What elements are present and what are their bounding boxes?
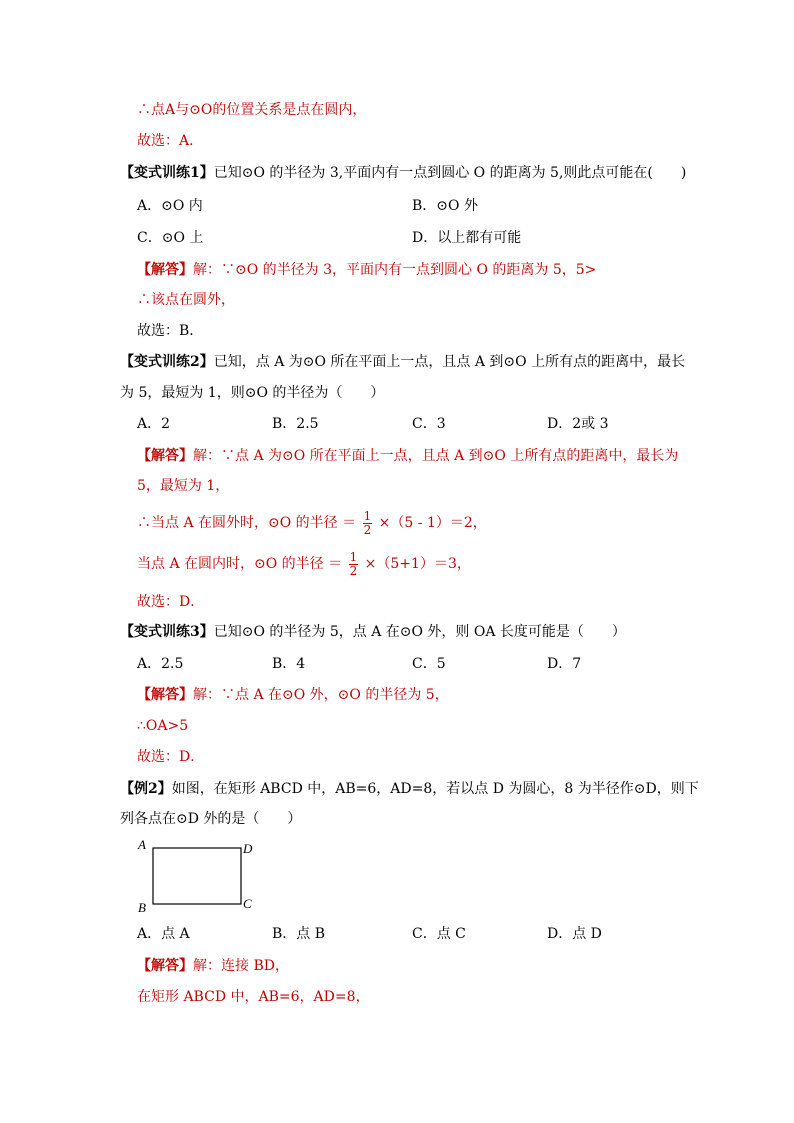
variant-2-solution-tag: 【解答】 xyxy=(137,448,193,464)
variant-2-text1: 已知，点 A 为⊙O 所在平面上一点，且点 A 到⊙O 上所有点的距离中，最长 xyxy=(213,354,686,370)
variant-3-option-c: C．5 xyxy=(412,656,446,672)
variant-2-option-a: A．2 xyxy=(137,416,171,432)
variant-2-solution-3b: ×（5 - 1）＝2， xyxy=(378,515,487,531)
example-2-solution-line1 xyxy=(137,956,289,976)
variant-2-question-line2: 为 5，最短为 1，则⊙O 的半径为（ ） xyxy=(120,385,385,401)
variant-1-solution-tag: 【解答】 xyxy=(137,262,193,278)
variant-1-answer xyxy=(137,321,203,341)
variant-3-question xyxy=(120,622,626,642)
example-2-option-a: A．点 A xyxy=(137,926,190,942)
example-2-solution-text1: 解：连接 BD， xyxy=(193,958,289,974)
prev-solution-line: ∴点A与⊙O的位置关系是点在圆内， xyxy=(137,102,367,118)
variant-3-text: 已知⊙O 的半径为 5，点 A 在⊙O 外，则 OA 长度可能是（ ） xyxy=(213,624,626,640)
variant-3-solution-line2: ∴OA>5 xyxy=(137,718,189,734)
variant-3-solution-line1 xyxy=(137,685,449,705)
variant-1-question xyxy=(120,163,686,183)
variant-2-option-d: D．2或 3 xyxy=(547,416,609,432)
variant-3-option-b: B．4 xyxy=(272,656,306,672)
fraction-numerator: 1 xyxy=(363,508,372,523)
fraction-numerator-2: 1 xyxy=(349,549,358,564)
variant-2-solution-3a: ∴当点 A 在圆外时，⊙O 的半径 ＝ xyxy=(137,515,357,531)
variant-1-option-b: B．⊙O 外 xyxy=(412,198,478,214)
fraction-denominator: 2 xyxy=(363,522,372,537)
figure-label-b: B xyxy=(138,900,146,915)
variant-1-solution-line1: 解：∵⊙O 的半径为 3，平面内有一点到圆心 O 的距离为 5，5> xyxy=(193,262,597,278)
variant-2-solution-line3 xyxy=(137,508,487,538)
variant-3-solution-tag: 【解答】 xyxy=(137,687,193,703)
example-2-option-c: C．点 C xyxy=(412,926,466,942)
rectangle-abcd xyxy=(153,848,241,904)
variant-2-solution-4b: ×（5+1）＝3， xyxy=(364,556,471,572)
variant-2-option-c: C．3 xyxy=(412,416,446,432)
variant-1-solution xyxy=(137,260,596,280)
variant-3-answer: 故选：D． xyxy=(137,749,205,765)
example-2-question-line2: 列各点在⊙D 外的是（ ） xyxy=(120,811,302,827)
fraction-half xyxy=(363,510,373,537)
example-2-tag: 【例2】 xyxy=(120,781,172,797)
example-2-option-b: B．点 B xyxy=(272,926,326,942)
variant-2-solution-text1: 解：∵点 A 为⊙O 所在平面上一点，且点 A 到⊙O 上所有点的距离中，最长为 xyxy=(193,448,679,464)
variant-2-option-b: B．2.5 xyxy=(272,416,319,432)
variant-2-solution-line1 xyxy=(137,446,678,466)
example-2-question-line1 xyxy=(120,779,699,799)
example-2-text1: 如图，在矩形 ABCD 中，AB=6，AD=8，若以点 D 为圆心，8 为半径作⊙D，则下 xyxy=(171,781,699,797)
figure-label-c: C xyxy=(243,896,252,911)
variant-2-solution-line4 xyxy=(137,549,471,579)
example-2-option-d: D．点 D xyxy=(547,926,602,942)
variant-1-tag: 【变式训练1】 xyxy=(120,165,214,181)
variant-3-option-d: D．7 xyxy=(547,656,582,672)
variant-2-tag: 【变式训练2】 xyxy=(120,354,214,370)
variant-3-tag: 【变式训练3】 xyxy=(120,624,214,640)
variant-1-option-c: C．⊙O 上 xyxy=(137,230,204,246)
variant-1-option-a: A．⊙O 内 xyxy=(137,198,203,214)
rectangle-figure xyxy=(130,836,260,918)
variant-2-solution-4a: 当点 A 在圆内时，⊙O 的半径 ＝ xyxy=(137,556,343,572)
variant-2-solution-line2: 5，最短为 1， xyxy=(137,478,230,494)
variant-1-text: 已知⊙O 的半径为 3,平面内有一点到圆心 O 的距离为 5,则此点可能在( ) xyxy=(213,165,687,181)
variant-2-answer: 故选：D． xyxy=(137,594,205,610)
variant-1-option-d: D．以上都有可能 xyxy=(412,230,522,246)
prev-answer: 故选：A． xyxy=(137,133,204,149)
figure-label-d: D xyxy=(243,841,253,856)
variant-3-solution-text1: 解：∵点 A 在⊙O 外，⊙O 的半径为 5， xyxy=(193,687,449,703)
variant-3-option-a: A．2.5 xyxy=(137,656,184,672)
example-2-solution-line2: 在矩形 ABCD 中，AB=6，AD=8， xyxy=(137,989,370,1005)
fraction-half-2 xyxy=(349,551,359,578)
variant-1-answer-text: 故选：B． xyxy=(137,323,204,339)
figure-label-a: A xyxy=(138,837,146,852)
variant-2-question-line1 xyxy=(120,352,685,372)
example-2-solution-tag: 【解答】 xyxy=(137,958,193,974)
variant-1-solution-line2: ∴该点在圆外， xyxy=(137,292,235,308)
fraction-denominator-2: 2 xyxy=(349,563,358,578)
